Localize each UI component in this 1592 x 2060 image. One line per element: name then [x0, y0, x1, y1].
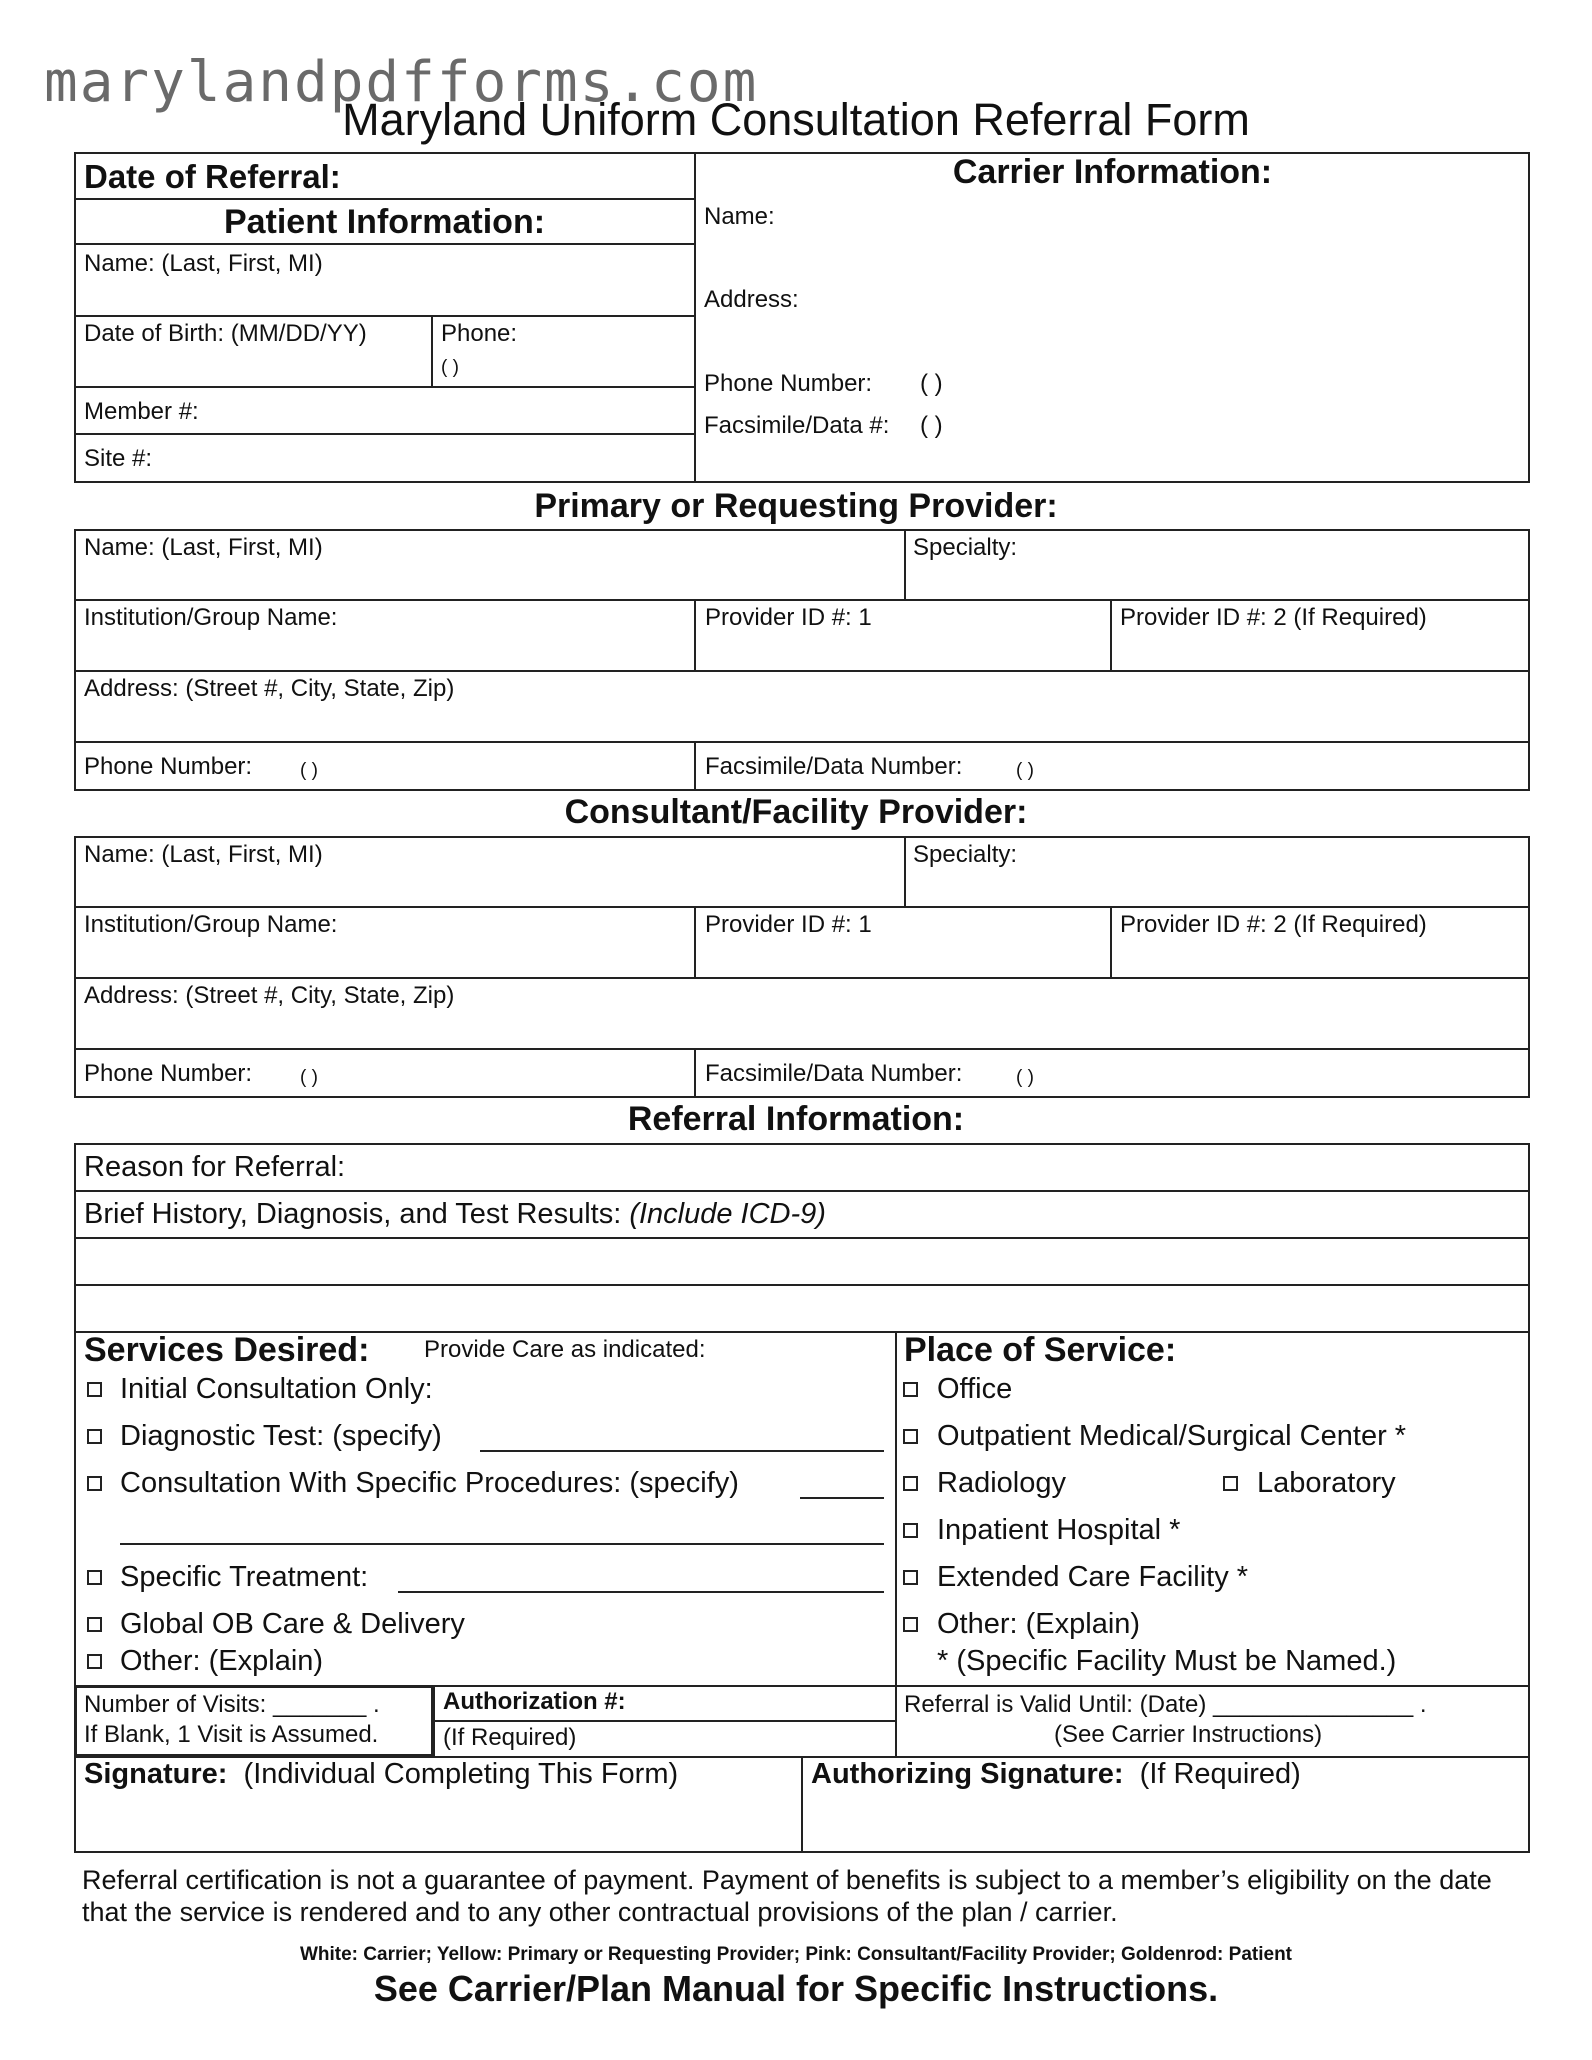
extended-care-checkbox[interactable]: [903, 1570, 918, 1585]
signature-label: Signature:: [84, 1758, 228, 1790]
brief-history-field[interactable]: [84, 1198, 826, 1231]
divider: [74, 906, 1530, 908]
primary-fax-parens: ( ): [1016, 760, 1034, 781]
member-number-field[interactable]: Member #:: [84, 398, 199, 425]
payment-disclaimer: Referral certification is not a guarantee of payment. Payment of benefits is subject to a member’s eligibility on the date that the service is rendered and to any other contractual provisions of the plan / carrier.: [82, 1865, 1492, 1927]
divider: [74, 433, 695, 435]
divider: [433, 1720, 896, 1722]
office-label: Office: [937, 1373, 1013, 1405]
outpatient-center-checkbox[interactable]: [903, 1429, 918, 1444]
primary-phone-parens: ( ): [300, 760, 318, 781]
authorizing-signature-label: Authorizing Signature:: [811, 1758, 1124, 1790]
site-number-field[interactable]: Site #:: [84, 445, 153, 472]
divider: [74, 315, 695, 317]
laboratory-label: Laboratory: [1257, 1467, 1396, 1499]
patient-name-field[interactable]: Name: (Last, First, MI): [84, 250, 323, 277]
authorizing-signature-note: (If Required): [1139, 1758, 1301, 1790]
divider: [74, 198, 695, 200]
carrier-address-field[interactable]: Address:: [704, 286, 799, 313]
divider: [904, 836, 906, 907]
authorization-note: (If Required): [443, 1724, 577, 1751]
divider: [74, 1237, 1530, 1239]
divider: [904, 529, 906, 600]
global-ob-checkbox[interactable]: [87, 1617, 102, 1632]
consultant-phone-field[interactable]: Phone Number:: [84, 1060, 253, 1087]
divider: [74, 1048, 1530, 1050]
patient-dob-field[interactable]: Date of Birth: (MM/DD/YY): [84, 320, 367, 347]
patient-phone-parens: ( ): [441, 357, 459, 378]
footer-instructions: See Carrier/Plan Manual for Specific Instructions.: [373, 1968, 1219, 2009]
divider: [74, 977, 1530, 979]
divider: [1110, 906, 1112, 978]
consultant-specialty-field[interactable]: Specialty:: [913, 841, 1018, 868]
carrier-fax-parens: ( ): [920, 412, 943, 439]
consultant-fax-field[interactable]: Facsimile/Data Number:: [705, 1060, 963, 1087]
authorization-number-field[interactable]: Authorization #:: [443, 1688, 626, 1715]
signature-field[interactable]: [84, 1758, 678, 1791]
divider: [895, 1331, 897, 1757]
patient-info-heading: Patient Information:: [223, 203, 546, 241]
diagnostic-test-line[interactable]: [480, 1450, 884, 1452]
divider: [694, 599, 696, 671]
place-other-checkbox[interactable]: [903, 1617, 918, 1632]
initial-consultation-label: Initial Consultation Only:: [120, 1373, 433, 1405]
specific-treatment-label: Specific Treatment:: [120, 1561, 369, 1593]
divider: [74, 1284, 1530, 1286]
primary-institution-field[interactable]: Institution/Group Name:: [84, 604, 338, 631]
consultant-institution-field[interactable]: Institution/Group Name:: [84, 911, 338, 938]
office-checkbox[interactable]: [903, 1382, 918, 1397]
divider: [1110, 599, 1112, 671]
patient-phone-field[interactable]: Phone:: [441, 320, 518, 347]
divider: [694, 1048, 696, 1098]
extended-care-label: Extended Care Facility *: [937, 1561, 1249, 1593]
inpatient-hospital-checkbox[interactable]: [903, 1523, 918, 1538]
primary-name-field[interactable]: Name: (Last, First, MI): [84, 534, 323, 561]
divider: [74, 1190, 1530, 1192]
primary-provider-id1-field[interactable]: Provider ID #: 1: [705, 604, 872, 631]
authorizing-signature-field[interactable]: [811, 1758, 1301, 1791]
radiology-label: Radiology: [937, 1467, 1066, 1499]
copies-legend: White: Carrier; Yellow: Primary or Requesting Provider; Pink: Consultant/Facility Provider; Goldenrod: Patient: [299, 1944, 1293, 1965]
divider: [694, 741, 696, 791]
reason-for-referral-field[interactable]: Reason for Referral:: [84, 1151, 346, 1183]
services-subheading: Provide Care as indicated:: [424, 1336, 706, 1363]
carrier-info-heading: Carrier Information:: [952, 153, 1273, 191]
primary-provider-box: [74, 529, 1530, 791]
consultant-provider-id1-field[interactable]: Provider ID #: 1: [705, 911, 872, 938]
divider: [74, 741, 1530, 743]
place-other-label: Other: (Explain): [937, 1608, 1141, 1640]
services-other-checkbox[interactable]: [87, 1654, 102, 1669]
consultant-fax-parens: ( ): [1016, 1067, 1034, 1088]
carrier-fax-field[interactable]: Facsimile/Data #:: [704, 412, 890, 439]
carrier-phone-parens: ( ): [920, 370, 943, 397]
primary-specialty-field[interactable]: Specialty:: [913, 534, 1018, 561]
primary-fax-field[interactable]: Facsimile/Data Number:: [705, 753, 963, 780]
diagnostic-test-checkbox[interactable]: [87, 1429, 102, 1444]
divider: [74, 670, 1530, 672]
primary-address-field[interactable]: Address: (Street #, City, State, Zip): [84, 675, 455, 702]
primary-provider-heading: Primary or Requesting Provider:: [534, 487, 1058, 525]
carrier-phone-field[interactable]: Phone Number:: [704, 370, 873, 397]
number-of-visits-field[interactable]: Number of Visits: _______ .: [84, 1691, 380, 1718]
consultation-procedures-line-2[interactable]: [120, 1543, 884, 1545]
place-of-service-heading: Place of Service:: [904, 1331, 1177, 1369]
carrier-name-field[interactable]: Name:: [704, 203, 775, 230]
consultant-name-field[interactable]: Name: (Last, First, MI): [84, 841, 323, 868]
consultant-provider-heading: Consultant/Facility Provider:: [564, 793, 1028, 831]
facility-note: * (Specific Facility Must be Named.): [937, 1645, 1397, 1677]
consultant-address-field[interactable]: Address: (Street #, City, State, Zip): [84, 982, 455, 1009]
specific-treatment-checkbox[interactable]: [87, 1570, 102, 1585]
divider: [74, 386, 695, 388]
date-of-referral-label: Date of Referral:: [84, 158, 341, 195]
divider: [801, 1756, 803, 1853]
watermark: marylandpdfforms.com: [44, 50, 759, 115]
inpatient-hospital-label: Inpatient Hospital *: [937, 1514, 1181, 1546]
consultant-provider-id2-field[interactable]: Provider ID #: 2 (If Required): [1120, 911, 1427, 938]
outpatient-center-label: Outpatient Medical/Surgical Center *: [937, 1420, 1407, 1452]
divider: [74, 599, 1530, 601]
consultation-procedures-checkbox[interactable]: [87, 1476, 102, 1491]
brief-history-label: Brief History, Diagnosis, and Test Results:: [84, 1198, 630, 1230]
diagnostic-test-label: Diagnostic Test: (specify): [120, 1420, 442, 1452]
consultant-phone-parens: ( ): [300, 1067, 318, 1088]
divider: [74, 243, 695, 245]
services-other-label: Other: (Explain): [120, 1645, 324, 1677]
primary-provider-id2-field[interactable]: Provider ID #: 2 (If Required): [1120, 604, 1427, 631]
consultant-provider-box: [74, 836, 1530, 1098]
form-title: Maryland Uniform Consultation Referral Form: [342, 94, 1250, 145]
services-desired-heading: Services Desired:: [84, 1331, 370, 1369]
laboratory-checkbox[interactable]: [1223, 1476, 1238, 1491]
specific-treatment-line[interactable]: [398, 1591, 884, 1593]
divider: [694, 906, 696, 978]
divider: [431, 315, 433, 387]
valid-until-field[interactable]: Referral is Valid Until: (Date) _______________ .: [904, 1691, 1427, 1718]
global-ob-label: Global OB Care & Delivery: [120, 1608, 465, 1640]
primary-phone-field[interactable]: Phone Number:: [84, 753, 253, 780]
referral-info-heading: Referral Information:: [627, 1100, 965, 1138]
icd9-note: (Include ICD-9): [629, 1198, 826, 1230]
radiology-checkbox[interactable]: [903, 1476, 918, 1491]
consultation-procedures-label: Consultation With Specific Procedures: (specify): [120, 1467, 739, 1499]
consultation-procedures-line[interactable]: [800, 1497, 884, 1499]
initial-consultation-checkbox[interactable]: [87, 1382, 102, 1397]
visits-note: If Blank, 1 Visit is Assumed.: [84, 1721, 379, 1748]
valid-until-note: (See Carrier Instructions): [1054, 1721, 1323, 1748]
signature-note: (Individual Completing This Form): [243, 1758, 679, 1790]
